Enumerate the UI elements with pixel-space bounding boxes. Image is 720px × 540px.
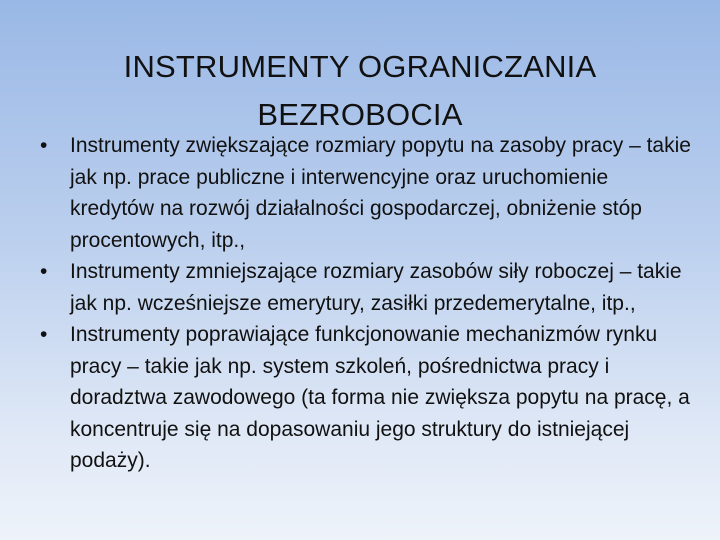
- bullet-text: Instrumenty poprawiające funkcjonowanie mechanizmów rynku pracy – takie jak np. system szkoleń, pośrednictwa pracy i doradztwa zawodowego (ta forma nie zwiększa popytu na pracę, a koncentruje się na dopasowaniu jego struktury do istniejącej podaży).: [70, 323, 690, 472]
- bullet-item: [36, 256, 696, 319]
- slide-title: [40, 43, 680, 139]
- bullet-dot-icon: •: [40, 134, 48, 157]
- bullet-text: Instrumenty zwiększające rozmiary popytu na zasoby pracy – takie jak np. prace publiczne i interwencyjne oraz uruchomienie kredytów na rozwój działalności gospodarczej, obniżenie stóp procentowych, itp.,: [70, 134, 691, 252]
- bullet-item: [36, 319, 696, 477]
- bullet-dot-icon: •: [40, 260, 48, 283]
- bullet-list: [36, 130, 696, 477]
- bullet-item: [36, 130, 696, 256]
- bullet-text: Instrumenty zmniejszające rozmiary zasobów siły roboczej – takie jak np. wcześniejsze emerytury, zasiłki przedemerytalne, itp.,: [70, 260, 682, 315]
- bullet-dot-icon: •: [40, 323, 48, 346]
- slide-title-line-2: BEZROBOCIA: [257, 96, 463, 132]
- slide-title-line-1: INSTRUMENTY OGRANICZANIA: [123, 48, 597, 84]
